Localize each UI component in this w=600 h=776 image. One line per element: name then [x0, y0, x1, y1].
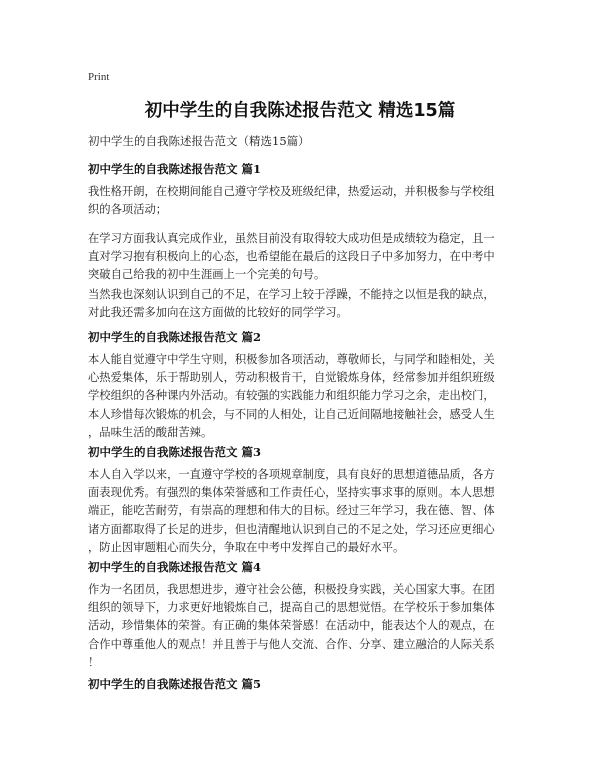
text-line: 对此我还需多加向在这方面做的比较好的同学学习。 — [88, 306, 348, 320]
text-line: 端正，能吃苦耐劳，有崇高的理想和伟大的目标。经过三年学习，我在德、智、体 — [88, 504, 495, 518]
text-line: 本人能自觉遵守中学生守则，积极参加各项活动，尊敬师长，与同学和睦相处，关 — [88, 353, 495, 366]
section-heading-4: 初中学生的自我陈述报告范文 篇4 — [88, 560, 262, 574]
text-line: ，品味生活的酸甜苦辣。 — [88, 425, 213, 439]
section-1-paragraph-3 — [88, 286, 514, 322]
text-line: 合作中尊重他人的观点！并且善于与他人交流、合作、分享、建立融洽的人际关系 — [88, 637, 495, 651]
text-line: 作为一名团员，我思想进步，遵守社会公德，积极投身实践，关心国家大事。在团 — [88, 583, 495, 596]
text-line: 在学习方面我认真完成作业，虽然目前没有取得较大成功但是成绩较为稳定，且一 — [88, 232, 495, 245]
text-line: 心热爱集体，乐于帮助别人，劳动积极肯干，自觉锻炼身体，经常参加并组织班级 — [88, 371, 495, 385]
section-3-paragraph-1 — [88, 466, 514, 557]
text-line: 本人自入学以来，一直遵守学校的各项规章制度，具有良好的思想道德品质，各方 — [88, 468, 495, 481]
text-line: 面表现优秀。有强烈的集体荣誉感和工作责任心，坚持实事求事的原则。本人思想 — [88, 486, 495, 500]
text-line: 当然我也深刻认识到自己的不足，在学习上较于浮躁，不能持之以恒是我的缺点， — [88, 288, 495, 301]
section-4-paragraph-1 — [88, 581, 514, 672]
section-heading-2: 初中学生的自我陈述报告范文 篇2 — [88, 330, 262, 344]
text-line: 组织的领导下，力求更好地锻炼自己，提高自己的思想觉悟。在学校乐于参加集体 — [88, 601, 495, 615]
section-heading-1: 初中学生的自我陈述报告范文 篇1 — [88, 162, 262, 176]
text-line: ！ — [88, 655, 100, 669]
text-line: 学校组织的各种课内外活动。有较强的实践能力和组织能力学习之余，走出校门， — [88, 389, 495, 403]
document-title: 初中学生的自我陈述报告范文 精选15篇 — [144, 101, 456, 121]
document-subtitle: 初中学生的自我陈述报告范文（精选15篇） — [88, 134, 310, 148]
text-line: 本人珍惜每次锻炼的机会，与不同的人相处，让自己近间隔地接触社会，感受人生 — [88, 407, 495, 421]
text-line: ，防止因审题粗心而失分，争取在中考中发挥自己的最好水平。 — [88, 540, 405, 554]
section-heading-3: 初中学生的自我陈述报告范文 篇3 — [88, 445, 262, 459]
section-2-paragraph-1 — [88, 351, 514, 442]
text-line: 织的各项活动； — [88, 203, 168, 217]
text-line: 活动，珍惜集体的荣誉。有正确的集体荣誉感！在活动中，能表达个人的观点，在 — [88, 619, 495, 633]
section-heading-5: 初中学生的自我陈述报告范文 篇5 — [88, 677, 262, 691]
section-1-paragraph-2 — [88, 230, 514, 285]
text-line: 诸方面都取得了长足的进步，但也清醒地认识到自己的不足之处，学习还应更细心 — [88, 522, 495, 536]
print-label: Print — [88, 71, 110, 83]
text-line: 直对学习抱有积极向上的心态，也希望能在最后的这段日子中多加努力，在中考中 — [88, 250, 495, 264]
text-line: 我性格开朗，在校期间能自己遵守学校及班级纪律，热爱运动，并积极参与学校组 — [88, 185, 495, 198]
text-line: 突破自己给我的初中生涯画上一个完美的句号。 — [88, 268, 326, 282]
section-1-paragraph-1 — [88, 183, 514, 219]
